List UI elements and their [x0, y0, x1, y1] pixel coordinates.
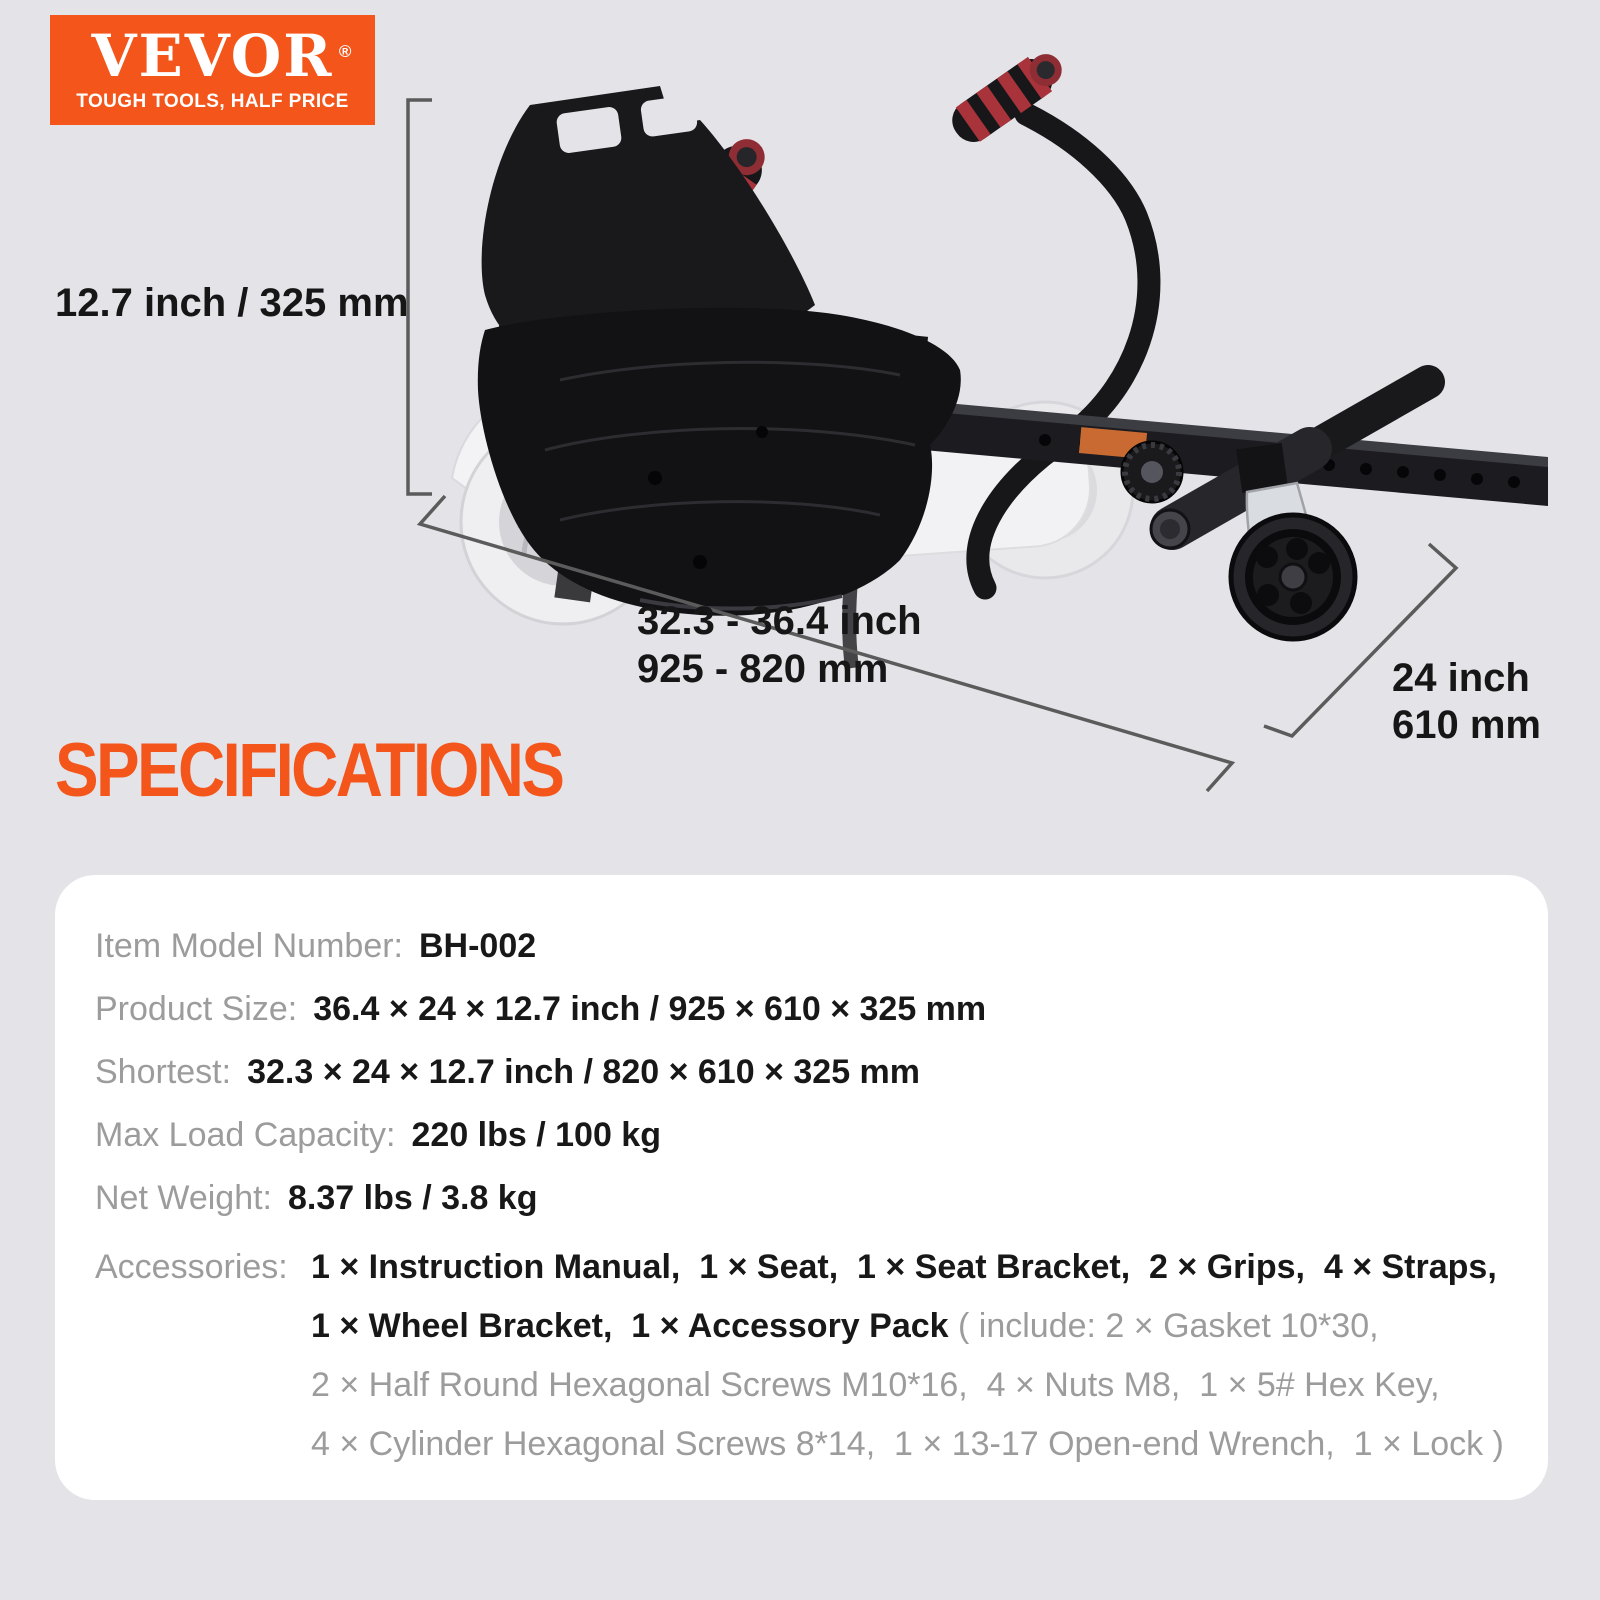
- spec-value: BH-002: [419, 927, 537, 965]
- spec-value: 8.37 lbs / 3.8 kg: [288, 1179, 538, 1217]
- accessories-line-2-bold: 1 × Wheel Bracket, 1 × Accessory Pack: [311, 1307, 959, 1345]
- caster-wheel: [1231, 483, 1355, 639]
- accessories-list: [311, 1238, 1508, 1474]
- width-dimension-label-line1: 24 inch: [1392, 656, 1530, 700]
- spec-row-max-load: [95, 1104, 1508, 1167]
- spec-label: Shortest:: [95, 1053, 232, 1091]
- length-dimension-label-line2: 925 - 820 mm: [637, 647, 889, 691]
- spec-row-accessories: [95, 1238, 1508, 1474]
- length-dimension-label-line1: 32.3 - 36.4 inch: [637, 599, 922, 643]
- registered-trademark-icon: ®: [338, 42, 354, 61]
- spec-label: Max Load Capacity:: [95, 1116, 396, 1154]
- specifications-heading: SPECIFICATIONS: [55, 728, 563, 813]
- accessories-line-1: 1 × Instruction Manual, 1 × Seat, 1 × Seat Bracket, 2 × Grips, 4 × Straps,: [311, 1248, 1497, 1286]
- height-dimension-label: 12.7 inch / 325 mm: [55, 281, 409, 325]
- spec-row-product-size: [95, 978, 1508, 1041]
- accessories-line-3: 2 × Half Round Hexagonal Screws M10*16, 4 × Nuts M8, 1 × 5# Hex Key,: [311, 1366, 1440, 1404]
- spec-row-model: [95, 915, 1508, 978]
- spec-label: Product Size:: [95, 990, 298, 1028]
- accessories-line-4: 4 × Cylinder Hexagonal Screws 8*14, 1 × 13-17 Open-end Wrench, 1 × Lock ): [311, 1425, 1504, 1463]
- spec-value: 220 lbs / 100 kg: [411, 1116, 661, 1154]
- accessories-line-2: [311, 1297, 1508, 1356]
- brand-tagline: TOUGH TOOLS, HALF PRICE: [76, 91, 349, 112]
- adjust-knob: [1122, 442, 1182, 502]
- spec-label: Item Model Number:: [95, 927, 403, 965]
- width-dimension-label-line2: 610 mm: [1392, 703, 1541, 747]
- spec-row-net-weight: [95, 1167, 1508, 1230]
- height-dimension-line: [408, 100, 432, 494]
- spec-value: 36.4 × 24 × 12.7 inch / 925 × 610 × 325 mm: [313, 990, 987, 1028]
- brand-name-text: VEVOR: [91, 22, 334, 90]
- spec-label: Accessories:: [95, 1248, 288, 1286]
- seat-assembly: [478, 86, 961, 616]
- spec-label: Net Weight:: [95, 1179, 273, 1217]
- specifications-card: [55, 875, 1548, 1500]
- spec-row-shortest: [95, 1041, 1508, 1104]
- accessories-line-2-gray: ( include: 2 × Gasket 10*30,: [958, 1307, 1379, 1345]
- spec-value: 32.3 × 24 × 12.7 inch / 820 × 610 × 325 mm: [247, 1053, 921, 1091]
